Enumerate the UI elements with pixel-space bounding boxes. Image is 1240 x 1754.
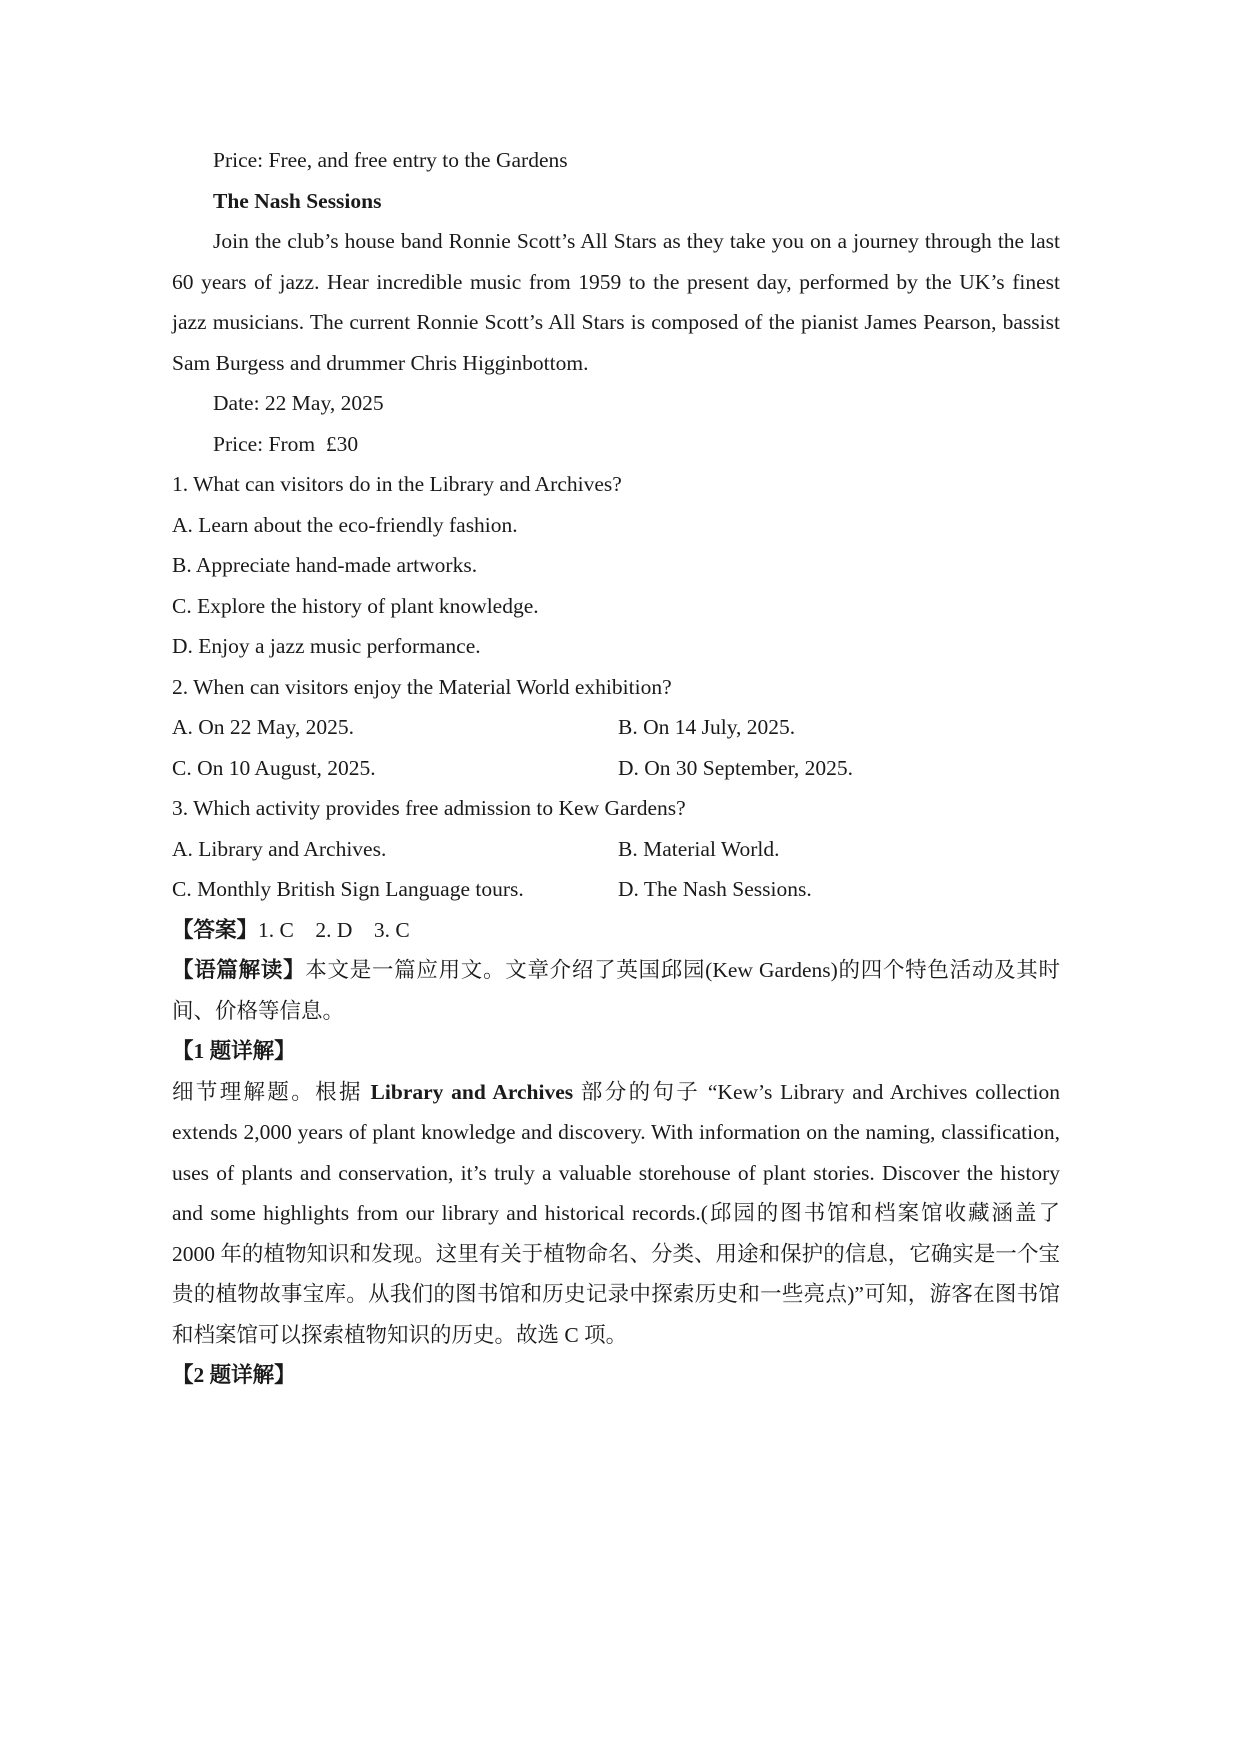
question-1-option-b[interactable]: B. Appreciate hand-made artworks. bbox=[172, 553, 478, 577]
price-free-line: Price: Free, and free entry to the Gardens bbox=[213, 148, 568, 172]
question-2-option-b[interactable]: B. On 14 July, 2025. bbox=[618, 715, 796, 739]
passage-analysis-text: 本文是一篇应用文。文章介绍了英国邱园(Kew Gardens)的四个特色活动及其时间、价格等信息。 bbox=[172, 958, 1060, 1023]
answer-key-values: 1. C 2. D 3. C bbox=[258, 917, 410, 942]
question-3-option-a[interactable]: A. Library and Archives. bbox=[172, 836, 387, 861]
question-2-stem: 2. When can visitors enjoy the Material World exhibition? bbox=[172, 674, 672, 699]
question-1-option-a[interactable]: A. Learn about the eco-friendly fashion. bbox=[172, 512, 518, 537]
question-3-option-row-1 bbox=[172, 829, 1060, 870]
answer-key-line bbox=[172, 910, 1060, 951]
nash-date-line: Date: 22 May, 2025 bbox=[213, 391, 384, 415]
explanation-2-label: 【2 题详解】 bbox=[172, 1363, 296, 1387]
explanation-1-bold-reference: Library and Archives bbox=[370, 1079, 574, 1104]
question-2-option-row-1 bbox=[172, 707, 1060, 748]
explanation-1-lead2: 部分的句子 “ bbox=[573, 1079, 718, 1104]
question-1-option-c[interactable]: C. Explore the history of plant knowledge. bbox=[172, 593, 539, 618]
nash-price-line: Price: From £30 bbox=[213, 431, 359, 456]
nash-sessions-body: Join the club’s house band Ronnie Scott’s All Stars as they take you on a journey through the last 60 years of jazz. Hear incredible music from 1959 to the present day, performed by the UK’s finest jazz musicians. The current Ronnie Scott’s All Stars is composed of the pianist James Pearson, bassist Sam Burgess and drummer Chris Higginbottom. bbox=[172, 229, 1060, 375]
question-3-stem: 3. Which activity provides free admission to Kew Gardens? bbox=[172, 796, 686, 820]
question-3-option-d[interactable]: D. The Nash Sessions. bbox=[618, 877, 812, 901]
explanation-1-quote-cn: (邱园的图书馆和档案馆收藏涵盖了 2000 年的植物知识和发现。这里有关于植物命名、分类、用途和保护的信息，它确实是一个宝贵的植物故事宝库。从我们的图书馆和历史记录中探索历史和一些亮点)” bbox=[172, 1201, 1060, 1306]
question-3-option-row-2 bbox=[172, 869, 1060, 910]
explanation-1-body bbox=[172, 1072, 1060, 1356]
explanation-1-tail-cn: 可知，游客在图书馆和档案馆可以探索植物知识的历史。故选 C 项。 bbox=[172, 1282, 1060, 1347]
question-3-option-c[interactable]: C. Monthly British Sign Language tours. bbox=[172, 877, 524, 901]
question-1-option-d[interactable]: D. Enjoy a jazz music performance. bbox=[172, 634, 481, 658]
question-2-option-c[interactable]: C. On 10 August, 2025. bbox=[172, 755, 376, 780]
question-2-option-d[interactable]: D. On 30 September, 2025. bbox=[618, 755, 854, 780]
question-2-option-a[interactable]: A. On 22 May, 2025. bbox=[172, 715, 354, 739]
explanation-1-label: 【1 题详解】 bbox=[172, 1039, 296, 1063]
question-1-stem: 1. What can visitors do in the Library and Archives? bbox=[172, 472, 622, 496]
nash-sessions-heading: The Nash Sessions bbox=[213, 188, 382, 213]
question-2-option-row-2 bbox=[172, 748, 1060, 789]
explanation-1-lead: 细节理解题。根据 bbox=[172, 1079, 371, 1104]
question-3-option-b[interactable]: B. Material World. bbox=[618, 836, 780, 861]
answer-key-label: 【答案】 bbox=[172, 917, 259, 942]
explanation-1-quote-en: Kew’s Library and Archives collection extends 2,000 years of plant knowledge and discovery. With information on the naming, classification, uses of plants and conservation, it’s truly a valuable storehouse of plant stories. Discover the history and some highlights from our library and historical records. bbox=[172, 1079, 1060, 1225]
passage-analysis-block bbox=[172, 950, 1060, 1031]
passage-analysis-label: 【语篇解读】 bbox=[172, 958, 306, 982]
